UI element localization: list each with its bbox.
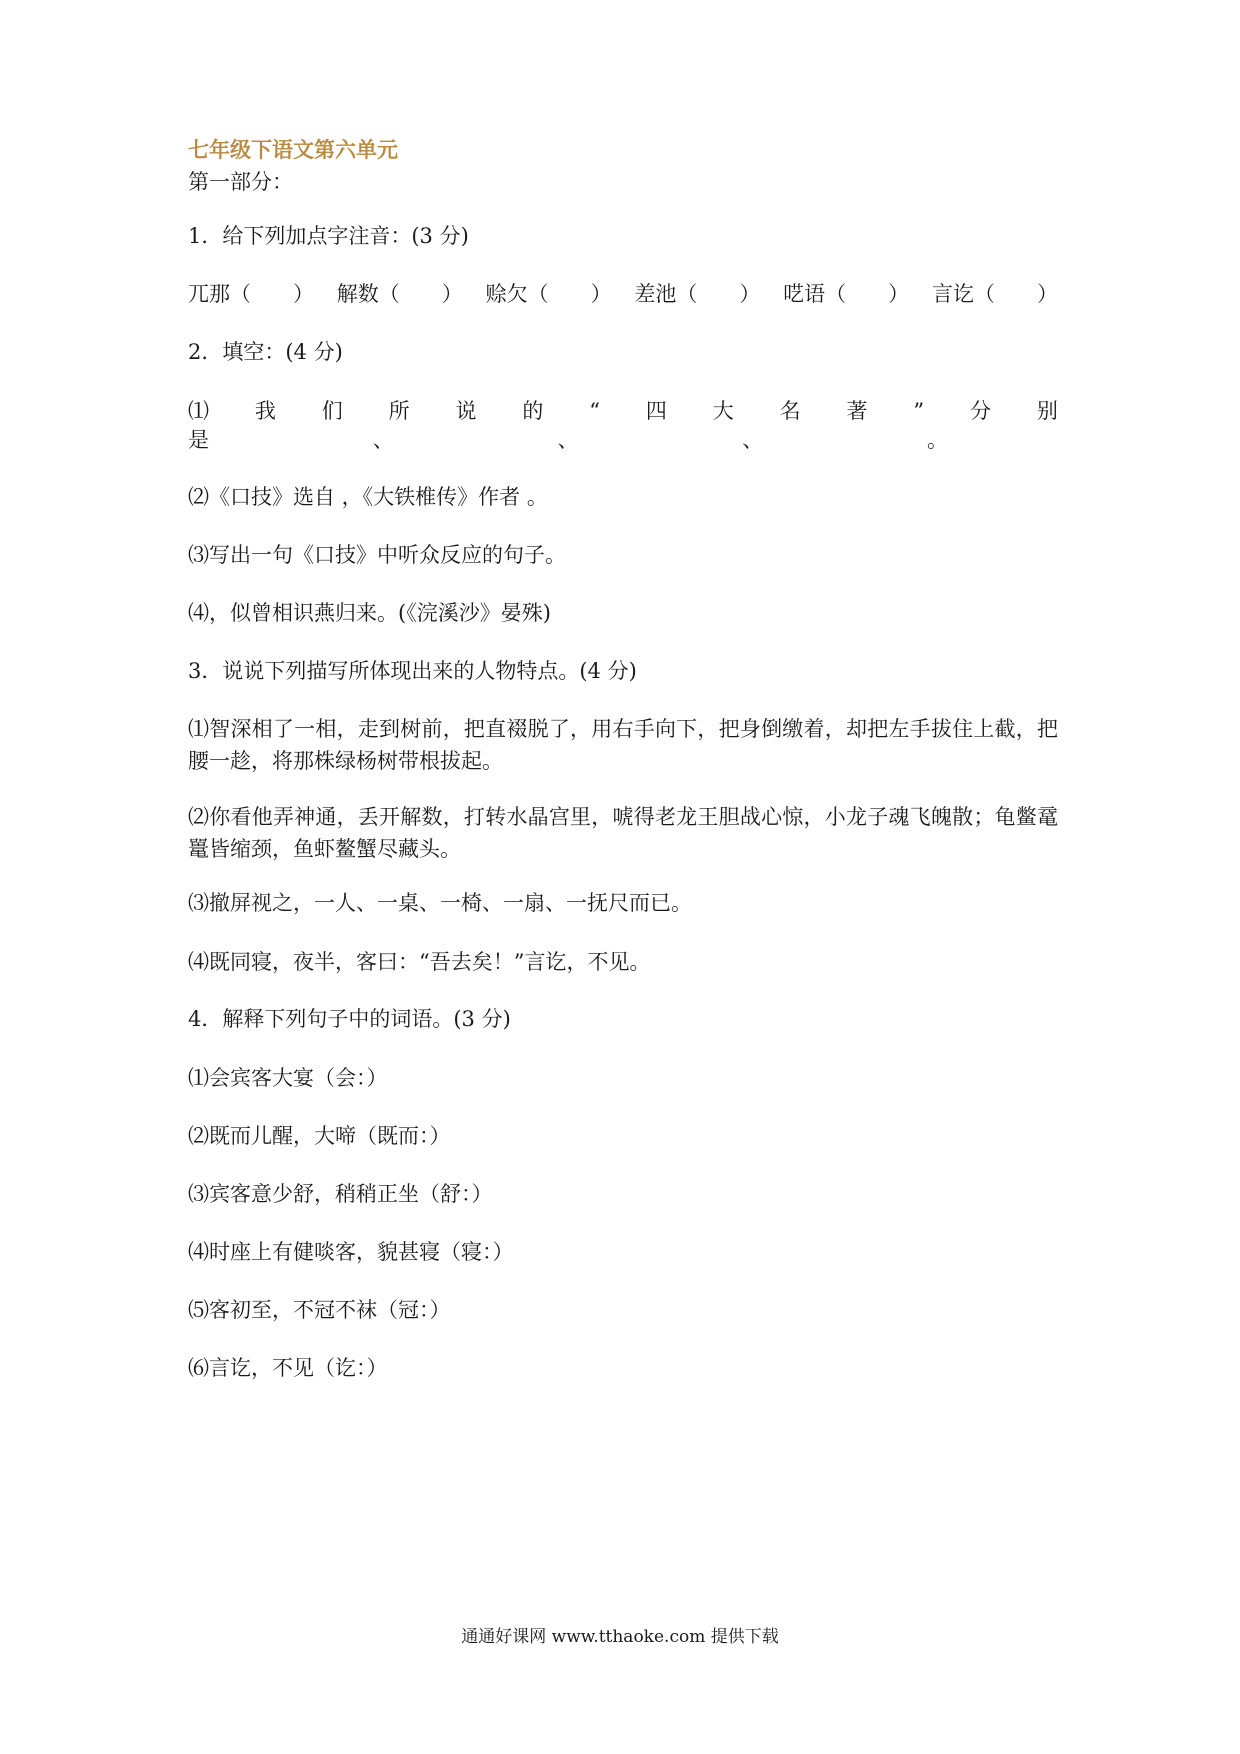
q2-char: 分 [970, 399, 991, 423]
q2-blank-text: 、 [742, 428, 764, 452]
q2-char: 说 [455, 399, 477, 423]
part-heading: 第一部分： [188, 170, 293, 194]
q1-heading: 1．给下列加点字注音：(3 分) [188, 224, 469, 248]
q2-char: “ [589, 399, 600, 423]
page-footer: 通通好课网 www.tthaoke.com 提供下载 [461, 1627, 779, 1647]
q4-item: ⑵既而儿醒，大啼（既而：） [188, 1124, 451, 1148]
q1-item: 呓语（ ） [783, 282, 910, 306]
q4-item: ⑴会宾客大宴（会：） [188, 1066, 388, 1090]
q2-blank-text: 是 [188, 428, 209, 452]
q2-char: 别 [1036, 399, 1058, 423]
q4-item: ⑷时座上有健啖客，貌甚寝（寝：） [188, 1240, 514, 1264]
q3-item1: ⑴智深相了一相，走到树前，把直裰脱了，用右手向下，把身倒缴着，却把左手拔住上截，把腰一趁，将那株绿杨树带根拔起。 [188, 717, 1058, 773]
q2-char: 四 [645, 399, 667, 423]
q4-heading: 4．解释下列句子中的词语。(3 分) [188, 1007, 511, 1031]
q1-item: 兀那（ ） [188, 282, 314, 306]
q1-items [188, 280, 1058, 308]
q2-item1-line1 [188, 397, 1058, 425]
q2-char: 大 [712, 399, 734, 423]
q1-item: 言讫（ ） [931, 282, 1058, 306]
q1-item: 解数（ ） [336, 282, 463, 306]
q2-item4: ⑷，似曾相识燕归来。(《浣溪沙》晏殊) [188, 601, 551, 625]
q4-item: ⑸客初至，不冠不袜（冠：） [188, 1298, 451, 1322]
q2-char: 们 [321, 399, 343, 423]
q2-char: ” [913, 399, 925, 423]
q2-heading: 2．填空：(4 分) [188, 340, 343, 364]
q2-char: 名 [779, 399, 801, 423]
q2-char: 著 [846, 399, 868, 423]
q2-char: 的 [522, 399, 544, 423]
q3-item4: ⑷既同寝，夜半，客曰：“吾去矣！”言讫，不见。 [188, 950, 651, 974]
q3-item3: ⑶撤屏视之，一人、一桌、一椅、一扇、一抚尺而已。 [188, 891, 692, 915]
document-title: 七年级下语文第六单元 [188, 137, 398, 162]
q2-blank-text: 、 [557, 428, 579, 452]
q4-item: ⑹言讫，不见（讫：） [188, 1356, 388, 1380]
q2-char: ⑴ [188, 399, 209, 423]
q2-item2: ⑵《口技》选自 ，《大铁椎传》作者 。 [188, 485, 548, 509]
q2-item1-line2 [188, 426, 948, 454]
q2-char: 我 [254, 399, 276, 423]
q3-heading: 3．说说下列描写所体现出来的人物特点。(4 分) [188, 659, 637, 683]
q2-item3: ⑶写出一句《口技》中听众反应的句子。 [188, 543, 566, 567]
q2-blank-text: 、 [372, 428, 394, 452]
q3-item2: ⑵你看他弄神通，丢开解数，打转水晶宫里，唬得老龙王胆战心惊，小龙子魂飞魄散；龟鳖鼋鼍皆缩颈，鱼虾鳌蟹尽藏头。 [188, 805, 1058, 861]
q2-blank-text: 。 [927, 428, 948, 452]
q2-char: 所 [388, 399, 410, 423]
q4-item: ⑶宾客意少舒，稍稍正坐（舒：） [188, 1182, 493, 1206]
q1-item: 差池（ ） [634, 282, 761, 306]
q1-item: 赊欠（ ） [485, 282, 612, 306]
